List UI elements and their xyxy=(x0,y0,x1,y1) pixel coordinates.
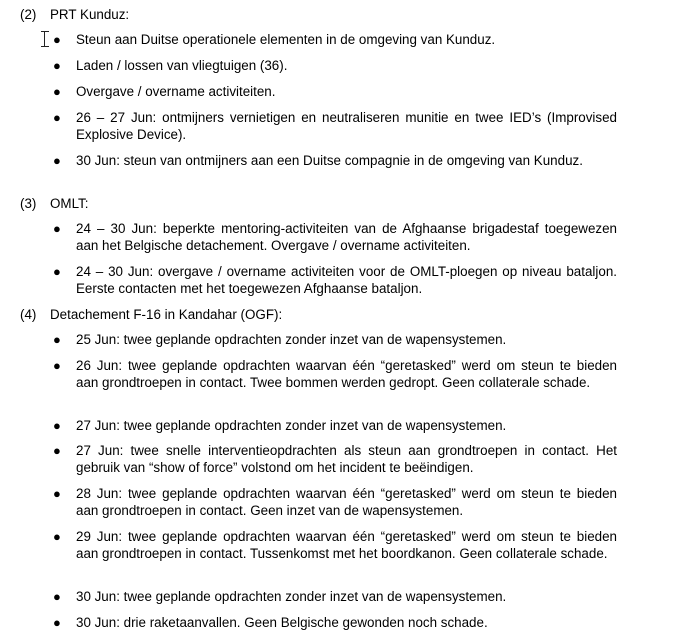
list-item: ● 25 Jun: twee geplande opdrachten zonder inzet van de wapensystemen. xyxy=(53,332,507,347)
list-item: ● 24 – 30 Jun: beperkte mentoring-activiteiten van de Afghaanse brigadestaf toegewezen aan het Belgische detachement. Overgave / overname activiteiten. xyxy=(53,221,617,253)
bullet-icon: ● xyxy=(53,58,61,73)
bullet-icon: ● xyxy=(53,358,61,373)
section-title: PRT Kunduz: xyxy=(50,7,130,22)
section-omlt xyxy=(0,195,683,212)
list-item: ● 29 Jun: twee geplande opdrachten waarvan één “geretasked” werd om steun te bieden aan grondtroepen in contact. Tussenkomst met het boordkanon. Geen collaterale schade. xyxy=(53,529,617,561)
bullet-list xyxy=(0,109,617,143)
list-item: ● Steun aan Duitse operationele elementen in de omgeving van Kunduz. xyxy=(53,32,496,47)
list-item: ● 27 Jun: twee geplande opdrachten zonder inzet van de wapensystemen. xyxy=(53,418,507,433)
bullet-list xyxy=(0,485,617,519)
list-item: ● Laden / lossen van vliegtuigen (36). xyxy=(53,58,288,73)
list-item: ● 27 Jun: twee snelle interventieopdrachten als steun aan grondtroepen in contact. Het gebruik van “show of force” volstond om het incident te beëindigen. xyxy=(53,443,617,475)
bullet-list xyxy=(0,614,617,631)
bullet-list xyxy=(0,220,617,254)
bullet-icon: ● xyxy=(53,486,61,501)
cursor-stem xyxy=(44,32,45,46)
bullet-list xyxy=(0,152,617,169)
bullet-list xyxy=(0,31,617,48)
bullet-icon: ● xyxy=(53,332,61,347)
bullet-list xyxy=(0,83,617,100)
list-item: ● 28 Jun: twee geplande opdrachten waarvan één “geretasked” werd om steun te bieden aan grondtroepen in contact. Geen inzet van de wapensystemen. xyxy=(53,486,617,518)
bullet-list xyxy=(0,57,617,74)
section-number: (3) xyxy=(20,196,37,211)
bullet-list xyxy=(0,357,617,391)
bullet-icon: ● xyxy=(53,418,61,433)
bullet-list xyxy=(0,442,617,476)
section-number: (4) xyxy=(20,307,37,322)
bullet-icon: ● xyxy=(53,32,61,47)
text-cursor-icon xyxy=(41,30,49,48)
section-number: (2) xyxy=(20,7,37,22)
bullet-list xyxy=(0,331,617,348)
list-item: ● 30 Jun: steun van ontmijners aan een Duitse compagnie in de omgeving van Kunduz. xyxy=(53,153,583,168)
list-item: ● 26 Jun: twee geplande opdrachten waarvan één “geretasked” werd om steun te bieden aan grondtroepen in contact. Twee bommen werden gedropt. Geen collaterale schade. xyxy=(53,358,617,390)
bullet-icon: ● xyxy=(53,589,61,604)
bullet-icon: ● xyxy=(53,443,61,458)
section-heading xyxy=(20,195,683,212)
list-item: ● 24 – 30 Jun: overgave / overname activiteiten voor de OMLT-ploegen op niveau bataljon. Eerste contacten met het toegewezen Afghaanse bataljon. xyxy=(53,264,617,296)
bullet-icon: ● xyxy=(53,529,61,544)
bullet-list xyxy=(0,417,617,434)
cursor-cap-bottom xyxy=(41,46,49,47)
bullet-icon: ● xyxy=(53,84,61,99)
list-item: ● 30 Jun: twee geplande opdrachten zonder inzet van de wapensystemen. xyxy=(53,589,507,604)
section-heading xyxy=(20,306,683,323)
bullet-icon: ● xyxy=(53,221,61,236)
bullet-list xyxy=(0,263,617,297)
list-item: ● 26 – 27 Jun: ontmijners vernietigen en neutraliseren munitie en twee IED’s (Improvised Explosive Device). xyxy=(53,110,617,142)
list-item: ● Overgave / overname activiteiten. xyxy=(53,84,276,99)
bullet-icon: ● xyxy=(53,153,61,168)
bullet-icon: ● xyxy=(53,110,61,125)
bullet-icon: ● xyxy=(53,615,61,630)
section-title: Detachement F-16 in Kandahar (OGF): xyxy=(50,307,283,322)
bullet-icon: ● xyxy=(53,264,61,279)
bullet-list xyxy=(0,528,617,562)
bullet-list xyxy=(0,588,617,605)
list-item: ● 30 Jun: drie raketaanvallen. Geen Belgische gewonden noch schade. xyxy=(53,615,488,630)
section-heading xyxy=(20,6,683,23)
section-title: OMLT: xyxy=(50,196,89,211)
section-prt-kunduz xyxy=(0,6,683,23)
section-f16-kandahar xyxy=(0,306,683,323)
